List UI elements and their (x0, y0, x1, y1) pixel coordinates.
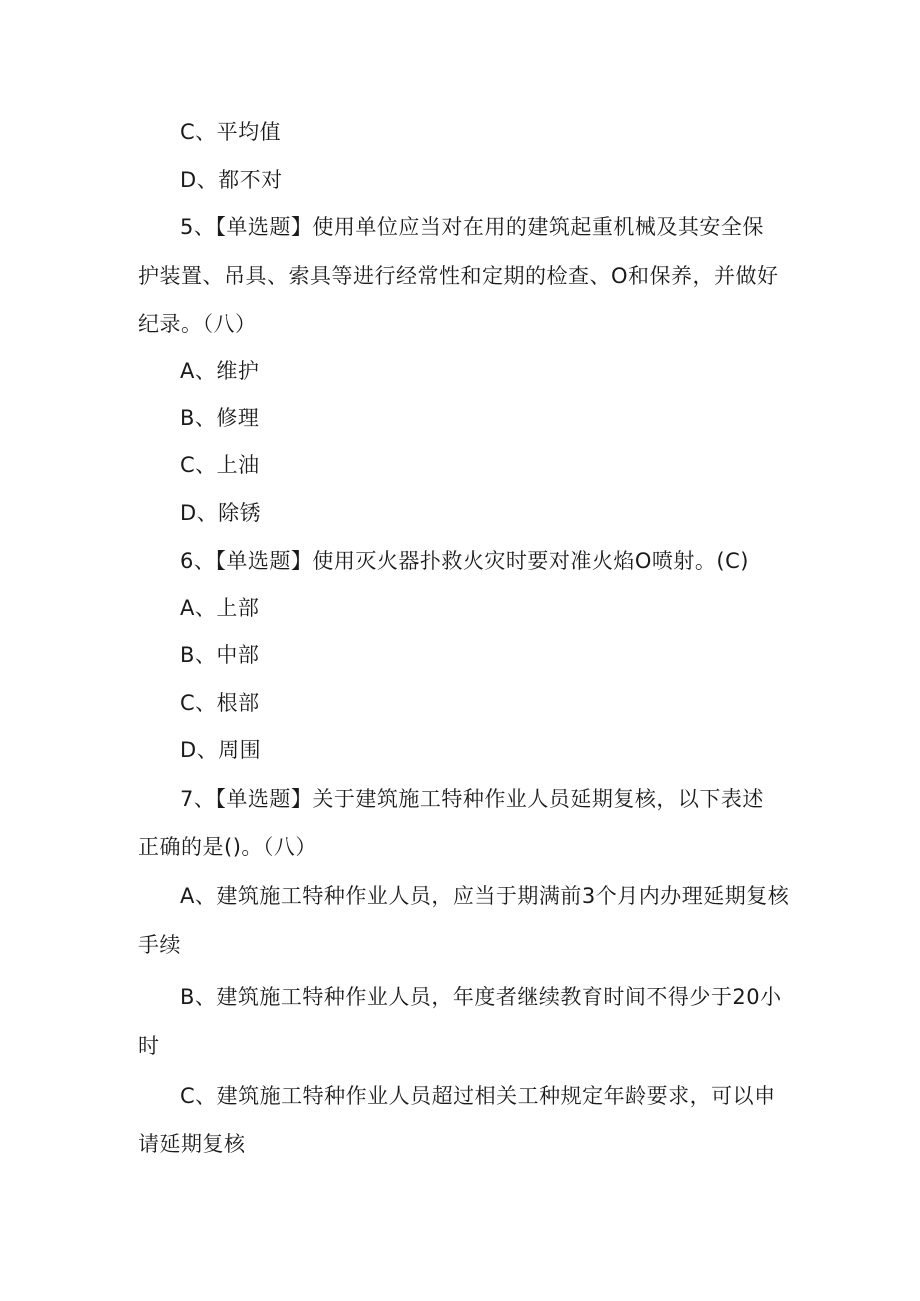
q6-option-b: B、中部 (180, 643, 260, 667)
q5-stem-line-2: 护装置、吊具、索具等进行经常性和定期的检查、O和保养，并做好 (138, 264, 779, 288)
q7-stem-line-2: 正确的是()。（八） (138, 835, 317, 859)
q5-stem-line-1: 5、【单选题】使用单位应当对在用的建筑起重机械及其安全保 (180, 215, 764, 239)
q6-option-a: A、上部 (180, 596, 260, 620)
q5-option-a: A、维护 (180, 359, 260, 383)
q5-stem-line-3: 纪录。（八） (138, 312, 257, 336)
q6-option-c: C、根部 (180, 691, 260, 715)
q6-stem: 6、【单选题】使用灭火器扑救火灾时要对准火焰O喷射。(C) (180, 549, 749, 573)
q4-option-d: D、都不对 (180, 168, 283, 192)
q7-option-c-line-2: 请延期复核 (138, 1132, 246, 1156)
q4-option-c: C、平均值 (180, 120, 282, 144)
q5-option-b: B、修理 (180, 406, 260, 430)
q6-option-d: D、周围 (180, 738, 262, 762)
q5-option-d: D、除锈 (180, 501, 262, 525)
q7-option-c-line-1: C、建筑施工特种作业人员超过相关工种规定年龄要求，可以申 (180, 1084, 776, 1108)
q7-option-a-line-1: A、建筑施工特种作业人员，应当于期满前3个月内办理延期复核 (180, 884, 790, 908)
q7-option-a-line-2: 手续 (138, 933, 181, 957)
q7-option-b-line-1: B、建筑施工特种作业人员，年度者继续教育时间不得少于20小 (180, 985, 782, 1009)
q7-stem-line-1: 7、【单选题】关于建筑施工特种作业人员延期复核，以下表述 (180, 787, 764, 811)
q5-option-c: C、上油 (180, 453, 260, 477)
q7-option-b-line-2: 时 (138, 1034, 160, 1058)
